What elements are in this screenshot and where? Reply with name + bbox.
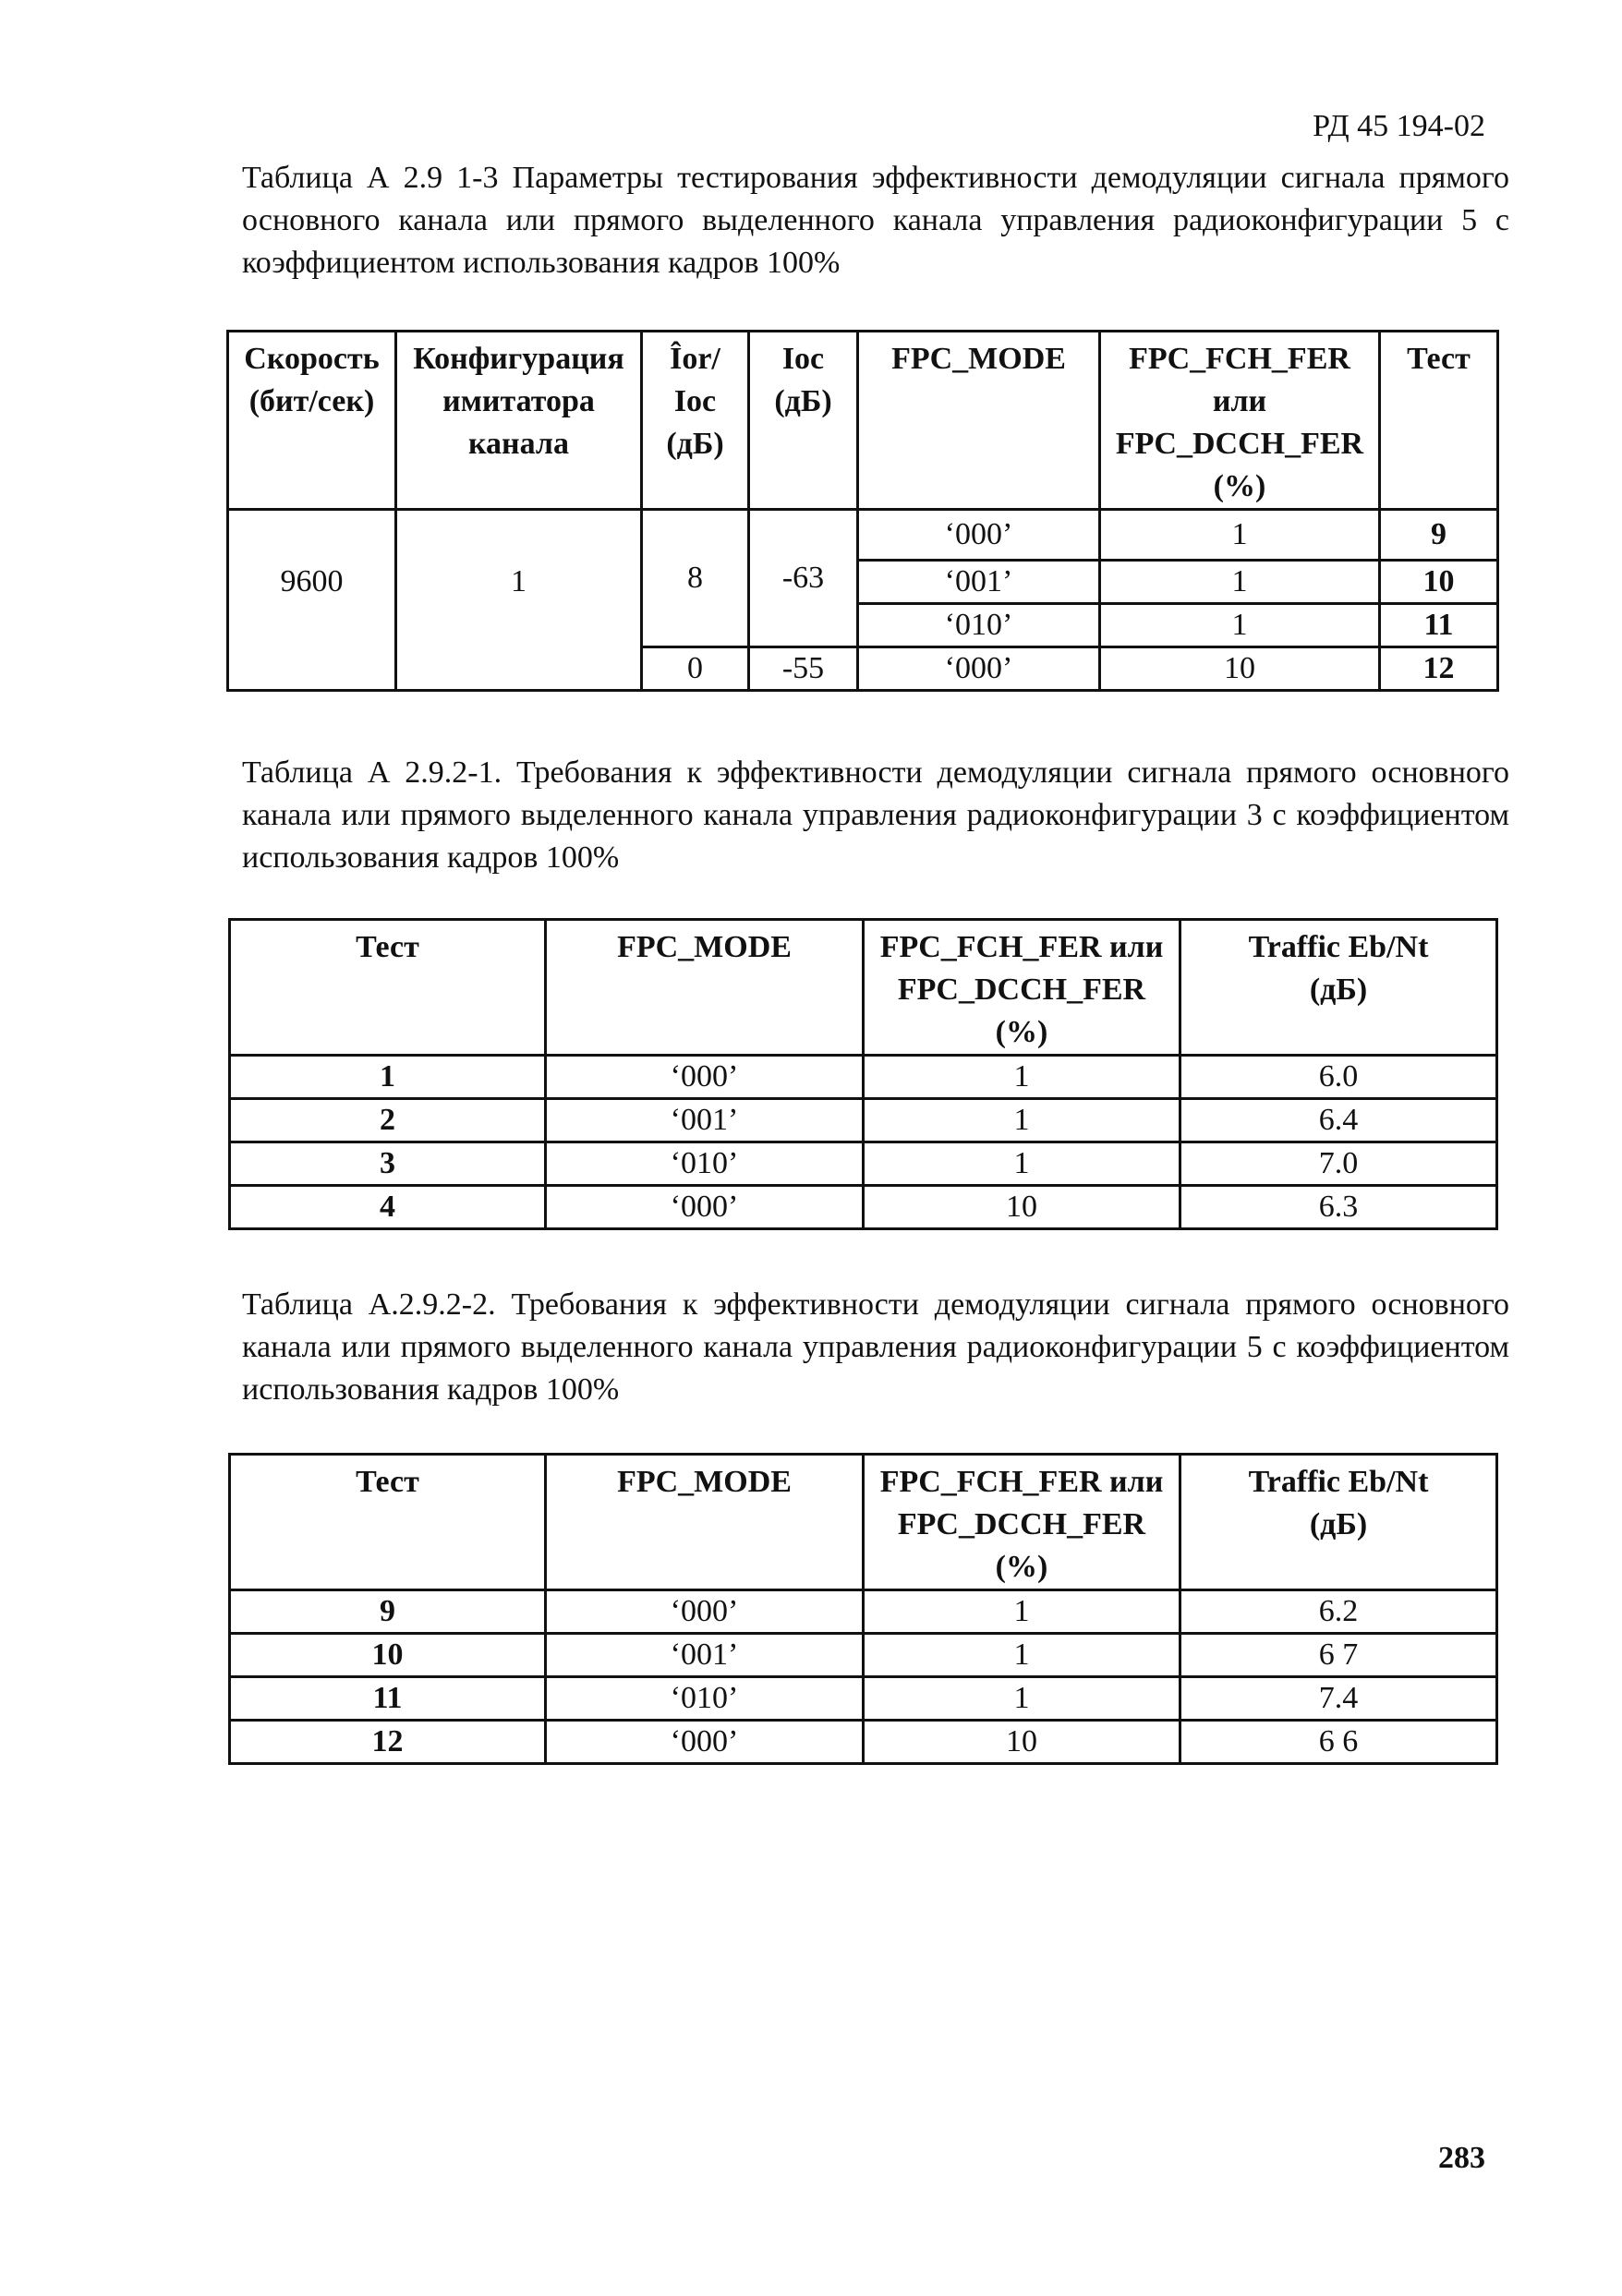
cell-test: 9 (1380, 510, 1498, 561)
header-traffic-label: Traffic Eb/Nt (1248, 930, 1429, 964)
header-channel-config: Конфигурация имитатора канала (396, 332, 642, 510)
cell-fer: 10 (864, 1721, 1180, 1764)
cell-mode: ‘000’ (858, 647, 1100, 691)
cell-mode: ‘001’ (546, 1099, 864, 1142)
table-row (230, 1099, 1497, 1142)
cell-mode: ‘001’ (546, 1634, 864, 1677)
cell-fer: 1 (1100, 604, 1380, 647)
cell-test: 9 (230, 1590, 546, 1634)
cell-test: 10 (1380, 561, 1498, 604)
cell-fer: 1 (864, 1099, 1180, 1142)
header-fer: FPC_FCH_FER или FPC_DCCH_FER (%) (864, 920, 1180, 1056)
cell-mode: ‘000’ (546, 1056, 864, 1099)
cell-fer: 1 (864, 1634, 1180, 1677)
table-row (230, 1634, 1497, 1677)
table3 (228, 1453, 1498, 1765)
cell-mode: ‘000’ (858, 510, 1100, 561)
header-ioc-unit: (дБ) (774, 384, 832, 418)
cell-mode: ‘000’ (546, 1590, 864, 1634)
header-traffic (1180, 1455, 1497, 1590)
header-fer: FPC_FCH_FER или FPC_DCCH_FER (%) (864, 1455, 1180, 1590)
cell-fer: 1 (1100, 561, 1380, 604)
table-row (228, 510, 1498, 561)
header-ioc (749, 332, 858, 510)
cell-fer: 1 (864, 1142, 1180, 1186)
cell-fer: 1 (864, 1056, 1180, 1099)
cell-traffic: 6.2 (1180, 1590, 1497, 1634)
cell-config: 1 (396, 510, 642, 691)
cell-test: 11 (230, 1677, 546, 1721)
header-traffic-unit: (дБ) (1309, 973, 1368, 1007)
cell-fer: 10 (864, 1186, 1180, 1229)
cell-traffic: 6.3 (1180, 1186, 1497, 1229)
cell-ioc-a: -63 (749, 510, 858, 647)
table-row (230, 1142, 1497, 1186)
cell-test: 3 (230, 1142, 546, 1186)
cell-test: 12 (1380, 647, 1498, 691)
cell-mode: ‘001’ (858, 561, 1100, 604)
table1-caption: Таблица А 2.9 1-3 Параметры тестирования эффективности демодуляции сигнала прямого основного канала или прямого выделенного канала управления радиоконфигурации 5 с коэффициентом использования кадров 100% (242, 161, 1509, 280)
table2-caption: Таблица А 2.9.2-1. Требования к эффективности демодуляции сигнала прямого основного канала или прямого выделенного канала управления радиоконфигурации 3 с коэффициентом использования кадров 100% (242, 755, 1509, 875)
cell-mode: ‘010’ (858, 604, 1100, 647)
page-number: 283 (1438, 2141, 1485, 2175)
cell-test: 11 (1380, 604, 1498, 647)
table-row (230, 1677, 1497, 1721)
cell-mode: ‘010’ (546, 1677, 864, 1721)
cell-speed: 9600 (228, 510, 396, 691)
cell-fer: 10 (1100, 647, 1380, 691)
document-code: РД 45 194-02 (1313, 109, 1485, 143)
cell-fer: 1 (1100, 510, 1380, 561)
cell-test: 4 (230, 1186, 546, 1229)
header-ior-ioc (642, 332, 749, 510)
header-fpc-mode: FPC_MODE (546, 1455, 864, 1590)
cell-test: 2 (230, 1099, 546, 1142)
header-fer: FPC_FCH_FER или FPC_DCCH_FER (%) (1100, 332, 1380, 510)
header-fpc-mode: FPC_MODE (546, 920, 864, 1056)
cell-fer: 1 (864, 1677, 1180, 1721)
cell-test: 1 (230, 1056, 546, 1099)
cell-fer: 1 (864, 1590, 1180, 1634)
header-fpc-mode: FPC_MODE (858, 332, 1100, 510)
header-test: Тест (1380, 332, 1498, 510)
header-ior-ioc-label: Îor/ Ioc (670, 342, 720, 418)
cell-traffic: 6 7 (1180, 1634, 1497, 1677)
table1-header-row (228, 332, 1498, 510)
table3-header-row (230, 1455, 1497, 1590)
cell-ior-b: 0 (642, 647, 749, 691)
header-ior-ioc-unit: (дБ) (666, 427, 724, 461)
table-row (230, 1056, 1497, 1099)
cell-traffic: 7.0 (1180, 1142, 1497, 1186)
cell-traffic: 6 6 (1180, 1721, 1497, 1764)
header-ioc-label: Ioc (781, 342, 825, 376)
cell-mode: ‘000’ (546, 1721, 864, 1764)
header-test: Тест (230, 1455, 546, 1590)
table3-caption: Таблица А.2.9.2-2. Требования к эффективности демодуляции сигнала прямого основного канала или прямого выделенного канала управления радиоконфигурации 5 с коэффициентом использования кадров 100% (242, 1287, 1509, 1407)
cell-ioc-b: -55 (749, 647, 858, 691)
header-traffic-unit: (дБ) (1309, 1507, 1368, 1541)
header-traffic-label: Traffic Eb/Nt (1248, 1465, 1429, 1499)
header-traffic (1180, 920, 1497, 1056)
table-row (230, 1721, 1497, 1764)
table2 (228, 918, 1498, 1230)
table-row (230, 1590, 1497, 1634)
cell-test: 12 (230, 1721, 546, 1764)
cell-traffic: 6.4 (1180, 1099, 1497, 1142)
header-speed: Скорость (бит/сек) (228, 332, 396, 510)
table1 (226, 330, 1499, 692)
header-test: Тест (230, 920, 546, 1056)
cell-ior-a: 8 (642, 510, 749, 647)
cell-mode: ‘010’ (546, 1142, 864, 1186)
cell-test: 10 (230, 1634, 546, 1677)
table2-header-row (230, 920, 1497, 1056)
table-row (230, 1186, 1497, 1229)
cell-traffic: 7.4 (1180, 1677, 1497, 1721)
cell-mode: ‘000’ (546, 1186, 864, 1229)
cell-traffic: 6.0 (1180, 1056, 1497, 1099)
